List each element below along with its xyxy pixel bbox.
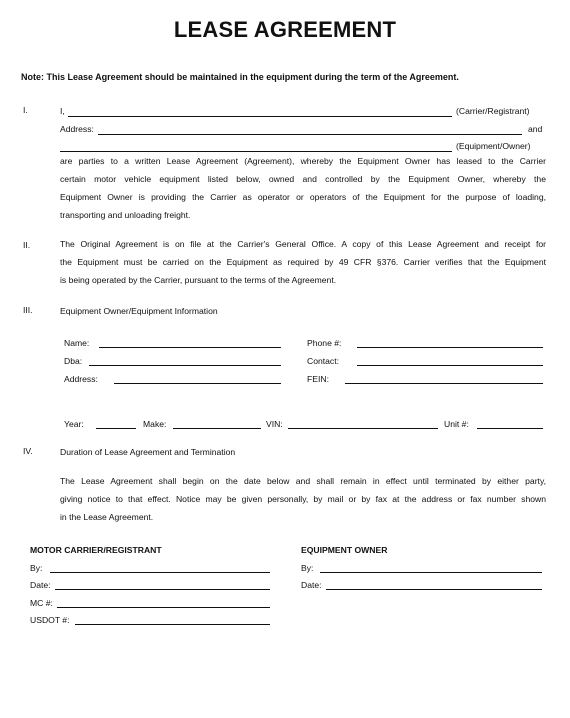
address-field[interactable] xyxy=(98,134,522,135)
i-label: I, xyxy=(60,106,65,116)
unit-label: Unit #: xyxy=(444,419,469,429)
section-1-line: transporting and unloading freight. xyxy=(60,210,191,220)
usdot-label: USDOT #: xyxy=(30,615,70,625)
phone-input[interactable] xyxy=(357,347,543,348)
note-text: Note: This Lease Agreement should be maintained in the equipment during the term of the Agreement. xyxy=(21,72,459,82)
section-1-body xyxy=(60,152,546,224)
owner-address-label: Address: xyxy=(64,374,98,384)
year-label: Year: xyxy=(64,419,84,429)
section-4-heading: Duration of Lease Agreement and Termination xyxy=(60,447,236,457)
contact-label: Contact: xyxy=(307,356,340,366)
section-number-2: II. xyxy=(23,240,31,250)
carrier-registrant-label: (Carrier/Registrant) xyxy=(456,106,530,116)
contact-input[interactable] xyxy=(357,365,543,366)
dba-input[interactable] xyxy=(89,365,281,366)
year-input[interactable] xyxy=(96,428,136,429)
owner-address-input[interactable] xyxy=(114,383,281,384)
dba-label: Dba: xyxy=(64,356,83,366)
section-number-3: III. xyxy=(23,305,33,315)
vin-label: VIN: xyxy=(266,419,283,429)
make-input[interactable] xyxy=(173,428,261,429)
equipment-owner-label: (Equipment/Owner) xyxy=(456,141,531,151)
mc-label: MC #: xyxy=(30,598,53,608)
owner-signature-heading: EQUIPMENT OWNER xyxy=(301,545,388,555)
and-label: and xyxy=(528,124,543,134)
owner-date-label: Date: xyxy=(301,580,322,590)
section-3-heading: Equipment Owner/Equipment Information xyxy=(60,306,218,316)
name-label: Name: xyxy=(64,338,90,348)
owner-by-label: By: xyxy=(301,563,314,573)
section-number-1: I. xyxy=(23,105,28,115)
section-2-body xyxy=(60,235,546,289)
owner-date-input[interactable] xyxy=(326,589,542,590)
address-label: Address: xyxy=(60,124,94,134)
section-1-line: certain motor vehicle equipment listed below, owned and controlled by the Equipment Owner, whereby the xyxy=(60,174,546,184)
section-1-line: Equipment Owner is providing the Carrier as operator or operators of the Equipment for the purpose of loading, xyxy=(60,192,546,202)
owner-name-input[interactable] xyxy=(99,347,281,348)
section-2-line: the Equipment must be carried on the Equipment as required by 49 CFR §376. Carrier verifies that the Equipment xyxy=(60,257,546,267)
carrier-signature-heading: MOTOR CARRIER/REGISTRANT xyxy=(30,545,162,555)
fein-input[interactable] xyxy=(345,383,543,384)
section-4-line: giving notice to that effect. Notice may be given personally, by mail or by fax at the address or fax number shown xyxy=(60,494,546,504)
carrier-by-input[interactable] xyxy=(50,572,270,573)
phone-label: Phone #: xyxy=(307,338,342,348)
carrier-name-field[interactable] xyxy=(68,116,452,117)
section-4-line: in the Lease Agreement. xyxy=(60,512,154,522)
mc-input[interactable] xyxy=(57,607,270,608)
section-1-line: are parties to a written Lease Agreement (Agreement), whereby the Equipment Owner has leased to the Carrier xyxy=(60,156,546,166)
owner-by-input[interactable] xyxy=(320,572,542,573)
section-2-line: The Original Agreement is on file at the Carrier's General Office. A copy of this Lease Agreement and receipt for xyxy=(60,239,546,249)
make-label: Make: xyxy=(143,419,167,429)
fein-label: FEIN: xyxy=(307,374,329,384)
vin-input[interactable] xyxy=(288,428,438,429)
section-2-line: is being operated by the Carrier, pursuant to the terms of the Agreement. xyxy=(60,275,337,285)
section-number-4: IV. xyxy=(23,446,33,456)
carrier-date-label: Date: xyxy=(30,580,51,590)
section-4-line: The Lease Agreement shall begin on the date below and shall remain in effect until terminated by either party, xyxy=(60,476,546,486)
unit-input[interactable] xyxy=(477,428,543,429)
carrier-by-label: By: xyxy=(30,563,43,573)
carrier-date-input[interactable] xyxy=(55,589,270,590)
document-title: LEASE AGREEMENT xyxy=(173,17,397,42)
usdot-input[interactable] xyxy=(75,624,270,625)
section-4-body xyxy=(60,472,546,526)
